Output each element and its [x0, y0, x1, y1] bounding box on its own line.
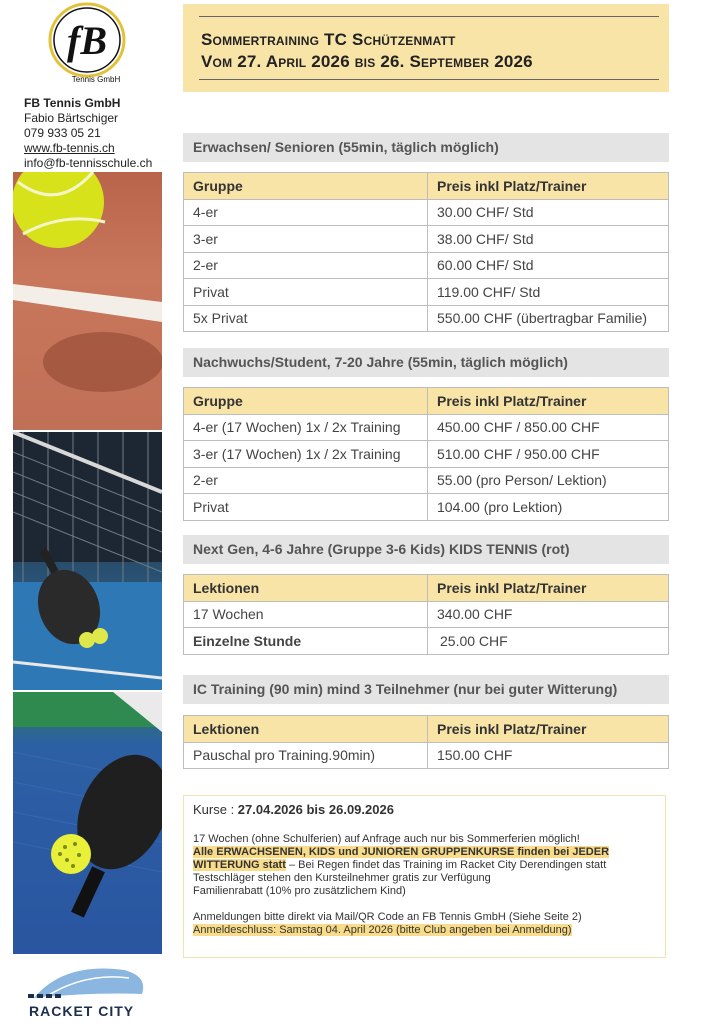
section-title-juniors: Nachwuchs/Student, 7-20 Jahre (55min, täglich möglich) [183, 348, 669, 377]
table-cell: Pauschal pro Training.90min) [184, 742, 428, 769]
course-info-box [183, 795, 666, 958]
header-rule-bottom [199, 79, 659, 80]
column-header: Preis inkl Platz/Trainer [428, 388, 669, 415]
padel-racket-photo [13, 432, 162, 690]
price-table-kids [183, 574, 669, 655]
table-header-row [184, 716, 669, 743]
table-row [184, 494, 669, 521]
table-row [184, 742, 669, 769]
contact-person: Fabio Bärtschiger [24, 111, 119, 125]
table-cell: 3-er [184, 226, 428, 253]
table-cell: 5x Privat [184, 305, 428, 332]
section-title-adults: Erwachsen/ Senioren (55min, täglich möglich) [183, 133, 669, 162]
info-line: Anmeldungen bitte direkt via Mail/QR Code an FB Tennis GmbH (Siehe Seite 2) [193, 911, 582, 923]
email-address[interactable]: info@fb-tennisschule.ch [24, 156, 153, 170]
table-row [184, 414, 669, 441]
info-line-rest: – Bei Regen findet das Training im Racket City Derendingen statt [285, 859, 607, 871]
table-cell: 60.00 CHF/ Std [428, 252, 669, 279]
registration-deadline [193, 924, 656, 937]
section-title-kids: Next Gen, 4-6 Jahre (Gruppe 3-6 Kids) KIDS TENNIS (rot) [183, 535, 669, 564]
info-line: 17 Wochen (ohne Schulferien) auf Anfrage auch nur bis Sommerferien möglich! [193, 833, 580, 845]
table-row [184, 628, 669, 655]
table-cell: 104.00 (pro Lektion) [428, 494, 669, 521]
column-header: Lektionen [184, 575, 428, 602]
table-cell: 119.00 CHF/ Std [428, 279, 669, 306]
table-cell: Privat [184, 279, 428, 306]
price-table-adults [183, 172, 669, 332]
logo-text: fB [67, 18, 107, 63]
column-header: Lektionen [184, 716, 428, 743]
table-cell: Privat [184, 494, 428, 521]
company-name: FB Tennis GmbH [24, 96, 121, 110]
info-line: Familienrabatt (10% pro zusätzlichem Kind) [193, 885, 406, 897]
section-title-ic-training: IC Training (90 min) mind 3 Teilnehmer (nur bei guter Witterung) [183, 675, 669, 704]
racket-city-text: RACKET CITY [29, 1003, 135, 1019]
table-header-row [184, 173, 669, 200]
pickleball-paddle-photo [13, 692, 162, 954]
table-row [184, 305, 669, 332]
header-rule-top [199, 16, 659, 17]
table-cell: 2-er [184, 252, 428, 279]
column-header: Gruppe [184, 388, 428, 415]
table-cell: 3-er (17 Wochen) 1x / 2x Training [184, 441, 428, 468]
table-cell: 150.00 CHF [428, 742, 669, 769]
table-cell: 17 Wochen [184, 601, 428, 628]
price-table-ic-training [183, 715, 669, 769]
table-row [184, 441, 669, 468]
company-info [24, 96, 152, 171]
table-cell: 38.00 CHF/ Std [428, 226, 669, 253]
weather-highlight: Alle ERWACHSENEN, KIDS und JUNIOREN GRUPPENKURSE finden bei JEDER WITTERUNG statt [193, 846, 610, 871]
header-dates: Vom 27. April 2026 bis 26. September 2026 [201, 52, 533, 71]
column-header: Preis inkl Platz/Trainer [428, 173, 669, 200]
table-row [184, 467, 669, 494]
header-title: Sommertraining TC Schützenmatt [201, 30, 456, 49]
course-dates [193, 803, 656, 816]
table-cell: 25.00 CHF [428, 628, 669, 655]
column-header: Preis inkl Platz/Trainer [428, 716, 669, 743]
table-cell: 2-er [184, 467, 428, 494]
table-row [184, 279, 669, 306]
tennis-ball-photo [13, 172, 162, 430]
table-header-row [184, 388, 669, 415]
table-row [184, 601, 669, 628]
table-header-row [184, 575, 669, 602]
table-row [184, 226, 669, 253]
table-cell: 450.00 CHF / 850.00 CHF [428, 414, 669, 441]
table-cell: 550.00 CHF (übertragbar Familie) [428, 305, 669, 332]
table-cell: 4-er [184, 199, 428, 226]
table-row [184, 252, 669, 279]
table-cell: Einzelne Stunde [184, 628, 428, 655]
column-header: Preis inkl Platz/Trainer [428, 575, 669, 602]
info-line [193, 846, 656, 872]
table-cell: 340.00 CHF [428, 601, 669, 628]
table-cell: 4-er (17 Wochen) 1x / 2x Training [184, 414, 428, 441]
page-header [183, 4, 669, 92]
course-dates-value: 27.04.2026 bis 26.09.2026 [237, 802, 394, 817]
table-cell: 510.00 CHF / 950.00 CHF [428, 441, 669, 468]
course-dates-label: Kurse : [193, 802, 238, 817]
phone-number: 079 933 05 21 [24, 126, 101, 140]
logo-subtext: Tennis GmbH [71, 75, 121, 84]
price-table-juniors [183, 387, 669, 521]
deadline-highlight: Anmeldeschluss: Samstag 04. April 2026 (bitte Club angeben bei Anmeldung) [193, 924, 572, 936]
fb-tennis-logo [44, 2, 130, 90]
table-cell: 55.00 (pro Person/ Lektion) [428, 467, 669, 494]
website-link[interactable]: www.fb-tennis.ch [24, 141, 115, 155]
table-row [184, 199, 669, 226]
table-cell: 30.00 CHF/ Std [428, 199, 669, 226]
info-line: Testschläger stehen den Kursteilnehmer gratis zur Verfügung [193, 872, 491, 884]
column-header: Gruppe [184, 173, 428, 200]
